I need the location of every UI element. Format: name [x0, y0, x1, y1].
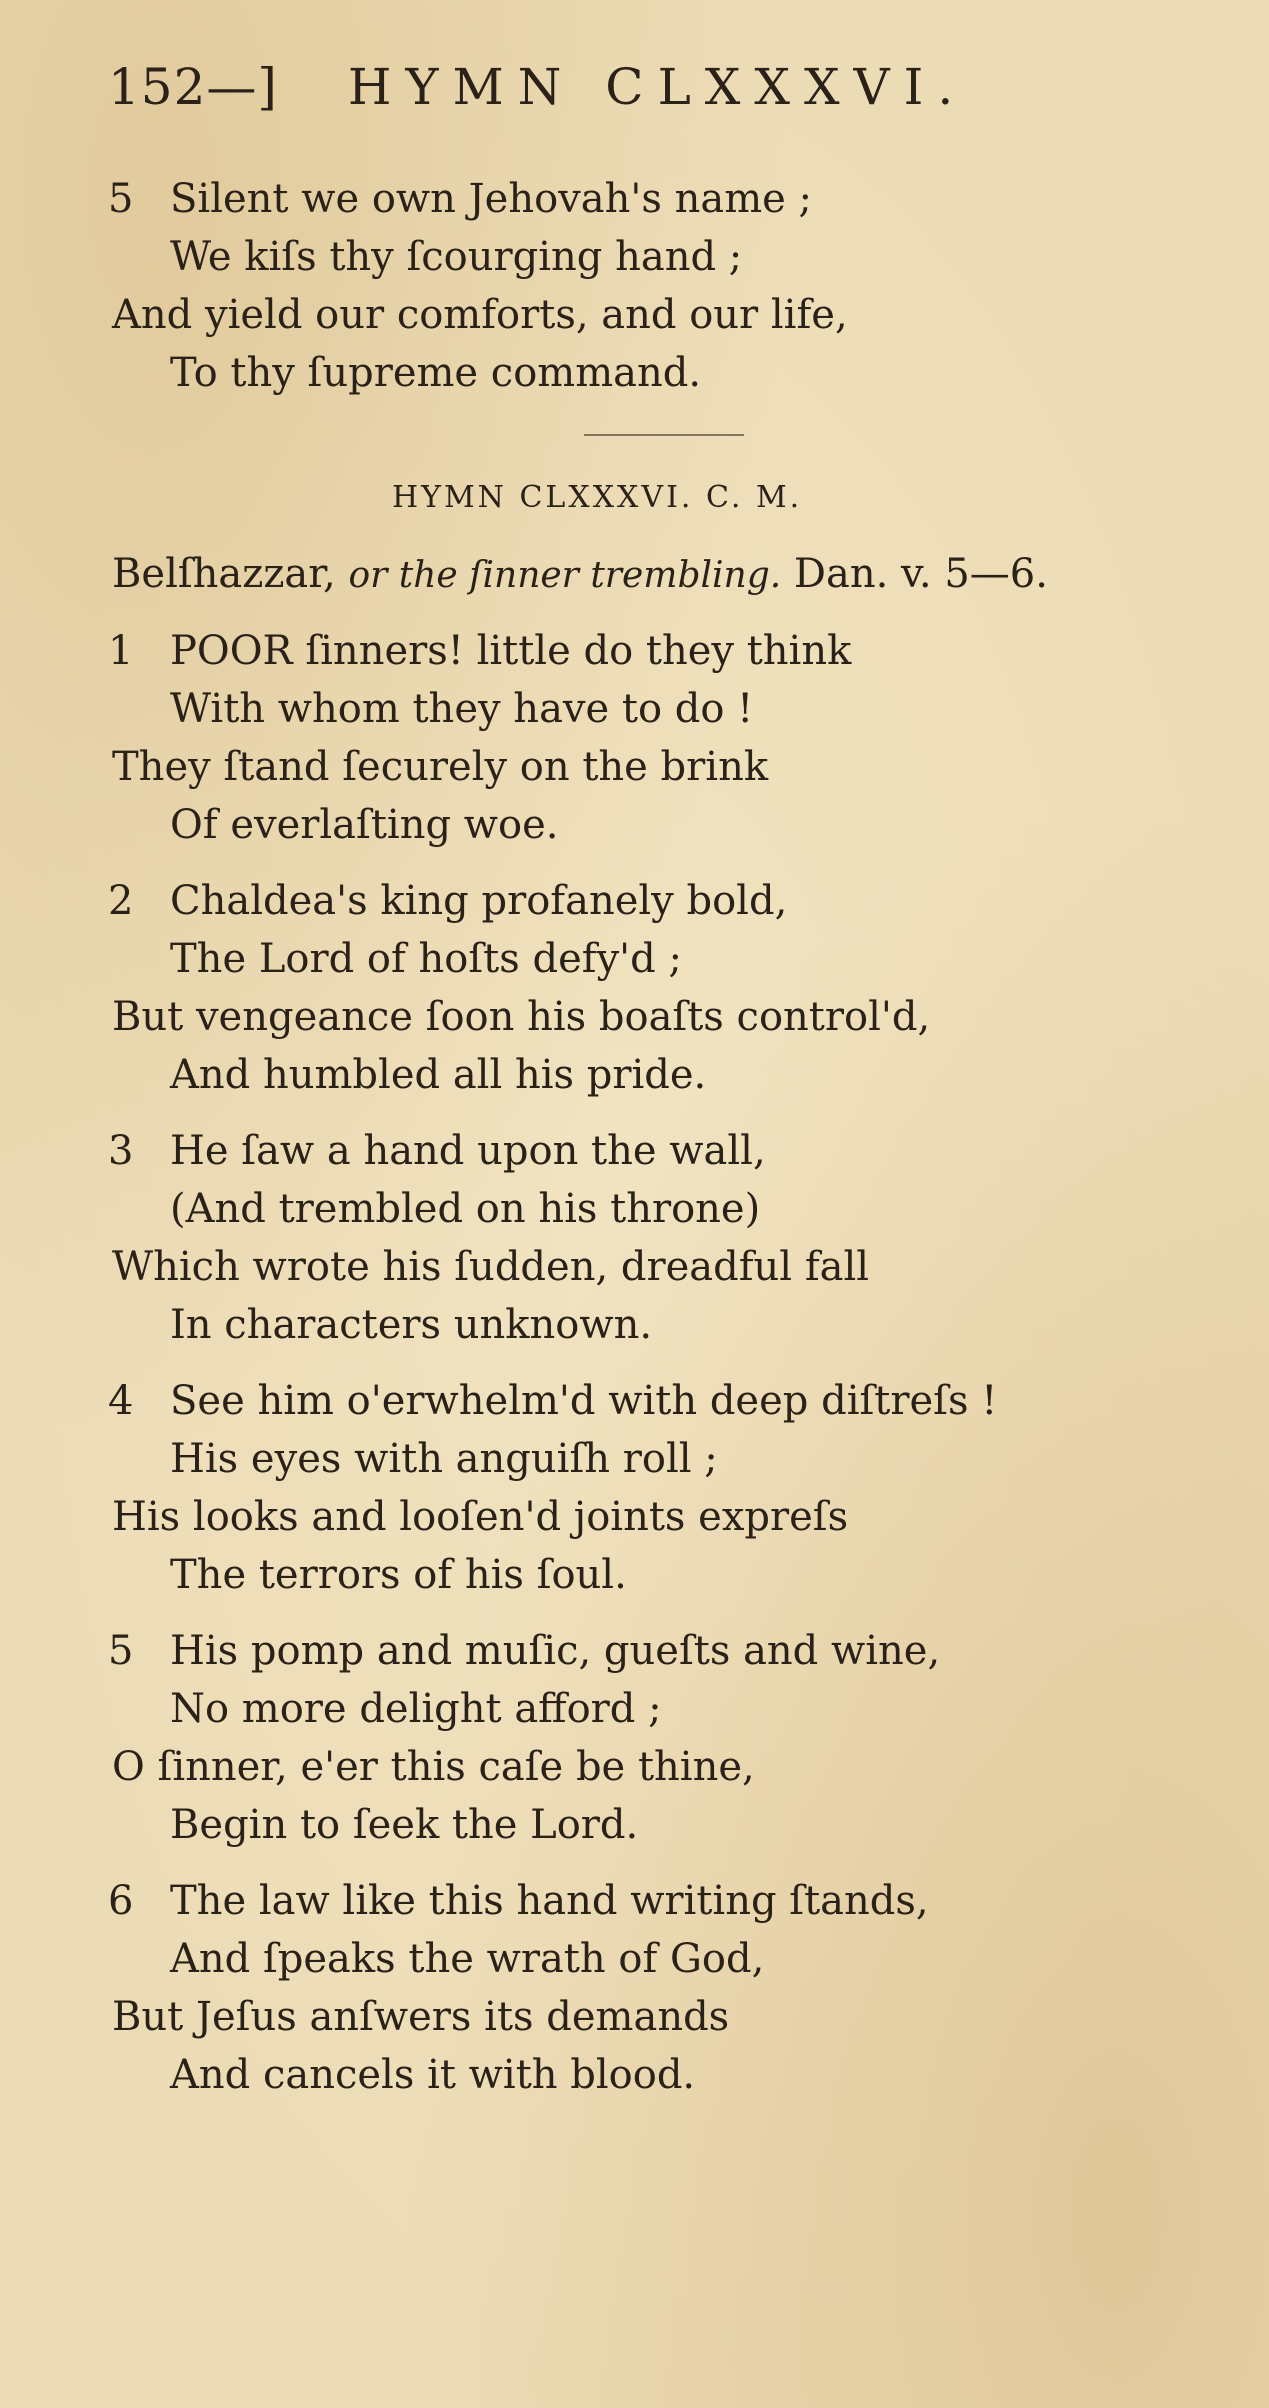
verse-line: O ſinner, e'er this caſe be thine,	[112, 1744, 755, 1790]
stanza-number: 4	[108, 1378, 134, 1424]
subtitle-italic: or the ſinner trembling.	[348, 555, 782, 596]
hymn-heading: HYMN CLXXXVI. C. M.	[392, 480, 803, 515]
verse-line: Begin to ſeek the Lord.	[170, 1802, 639, 1848]
verse-line: But vengeance ſoon his boaſts control'd,	[112, 994, 931, 1040]
stanza-number: 2	[108, 878, 134, 924]
stanza-number: 5	[108, 176, 134, 222]
verse-line: He ſaw a hand upon the wall,	[170, 1128, 766, 1174]
verse-line: His pomp and muſic, gueſts and wine,	[170, 1628, 941, 1674]
subtitle-name: Belſhazzar,	[112, 551, 336, 597]
verse-line: We kiſs thy ſcourging hand ;	[170, 234, 743, 280]
verse-line: The Lord of hoſts defy'd ;	[170, 936, 682, 982]
verse-line: No more delight afford ;	[170, 1686, 662, 1732]
verse-line: But Jeſus anſwers its demands	[112, 1994, 730, 2040]
verse-line: Chaldea's king profanely bold,	[170, 878, 788, 924]
verse-line: And yield our comforts, and our life,	[112, 292, 848, 338]
stanza-number: 1	[108, 628, 134, 674]
verse-line: And cancels it with blood.	[170, 2052, 696, 2098]
hymn-subtitle	[112, 550, 1048, 600]
verse-line: In characters unknown.	[170, 1302, 653, 1348]
stanza-number: 5	[108, 1628, 134, 1674]
verse-line: The law like this hand writing ſtands,	[170, 1878, 929, 1924]
verse-line: His looks and looſen'd joints expreſs	[112, 1494, 849, 1540]
verse-line: Which wrote his ſudden, dreadful fall	[112, 1244, 870, 1290]
stanza-number: 6	[108, 1878, 134, 1924]
verse-line: They ſtand ſecurely on the brink	[112, 744, 769, 790]
verse-line: Of everlaſting woe.	[170, 802, 559, 848]
verse-line: And humbled all his pride.	[170, 1052, 707, 1098]
verse-line: Silent we own Jehovah's name ;	[170, 176, 813, 222]
running-head	[108, 58, 1228, 116]
verse-line: POOR ſinners! little do they think	[170, 628, 852, 674]
scripture-reference: Dan. v. 5—6.	[793, 551, 1048, 597]
verse-line: (And trembled on his throne)	[170, 1186, 761, 1232]
running-title: HYMN CLXXXVI.	[347, 58, 968, 116]
stanza-number: 3	[108, 1128, 134, 1174]
verse-line: See him o'erwhelm'd with deep diſtreſs !	[170, 1378, 998, 1424]
verse-line: To thy ſupreme command.	[170, 350, 702, 396]
page-number: 152—]	[108, 58, 278, 116]
verse-line: With whom they have to do !	[170, 686, 754, 732]
verse-line: His eyes with anguiſh roll ;	[170, 1436, 718, 1482]
verse-line: The terrors of his ſoul.	[170, 1552, 627, 1598]
section-divider	[584, 434, 744, 436]
verse-line: And ſpeaks the wrath of God,	[170, 1936, 765, 1982]
